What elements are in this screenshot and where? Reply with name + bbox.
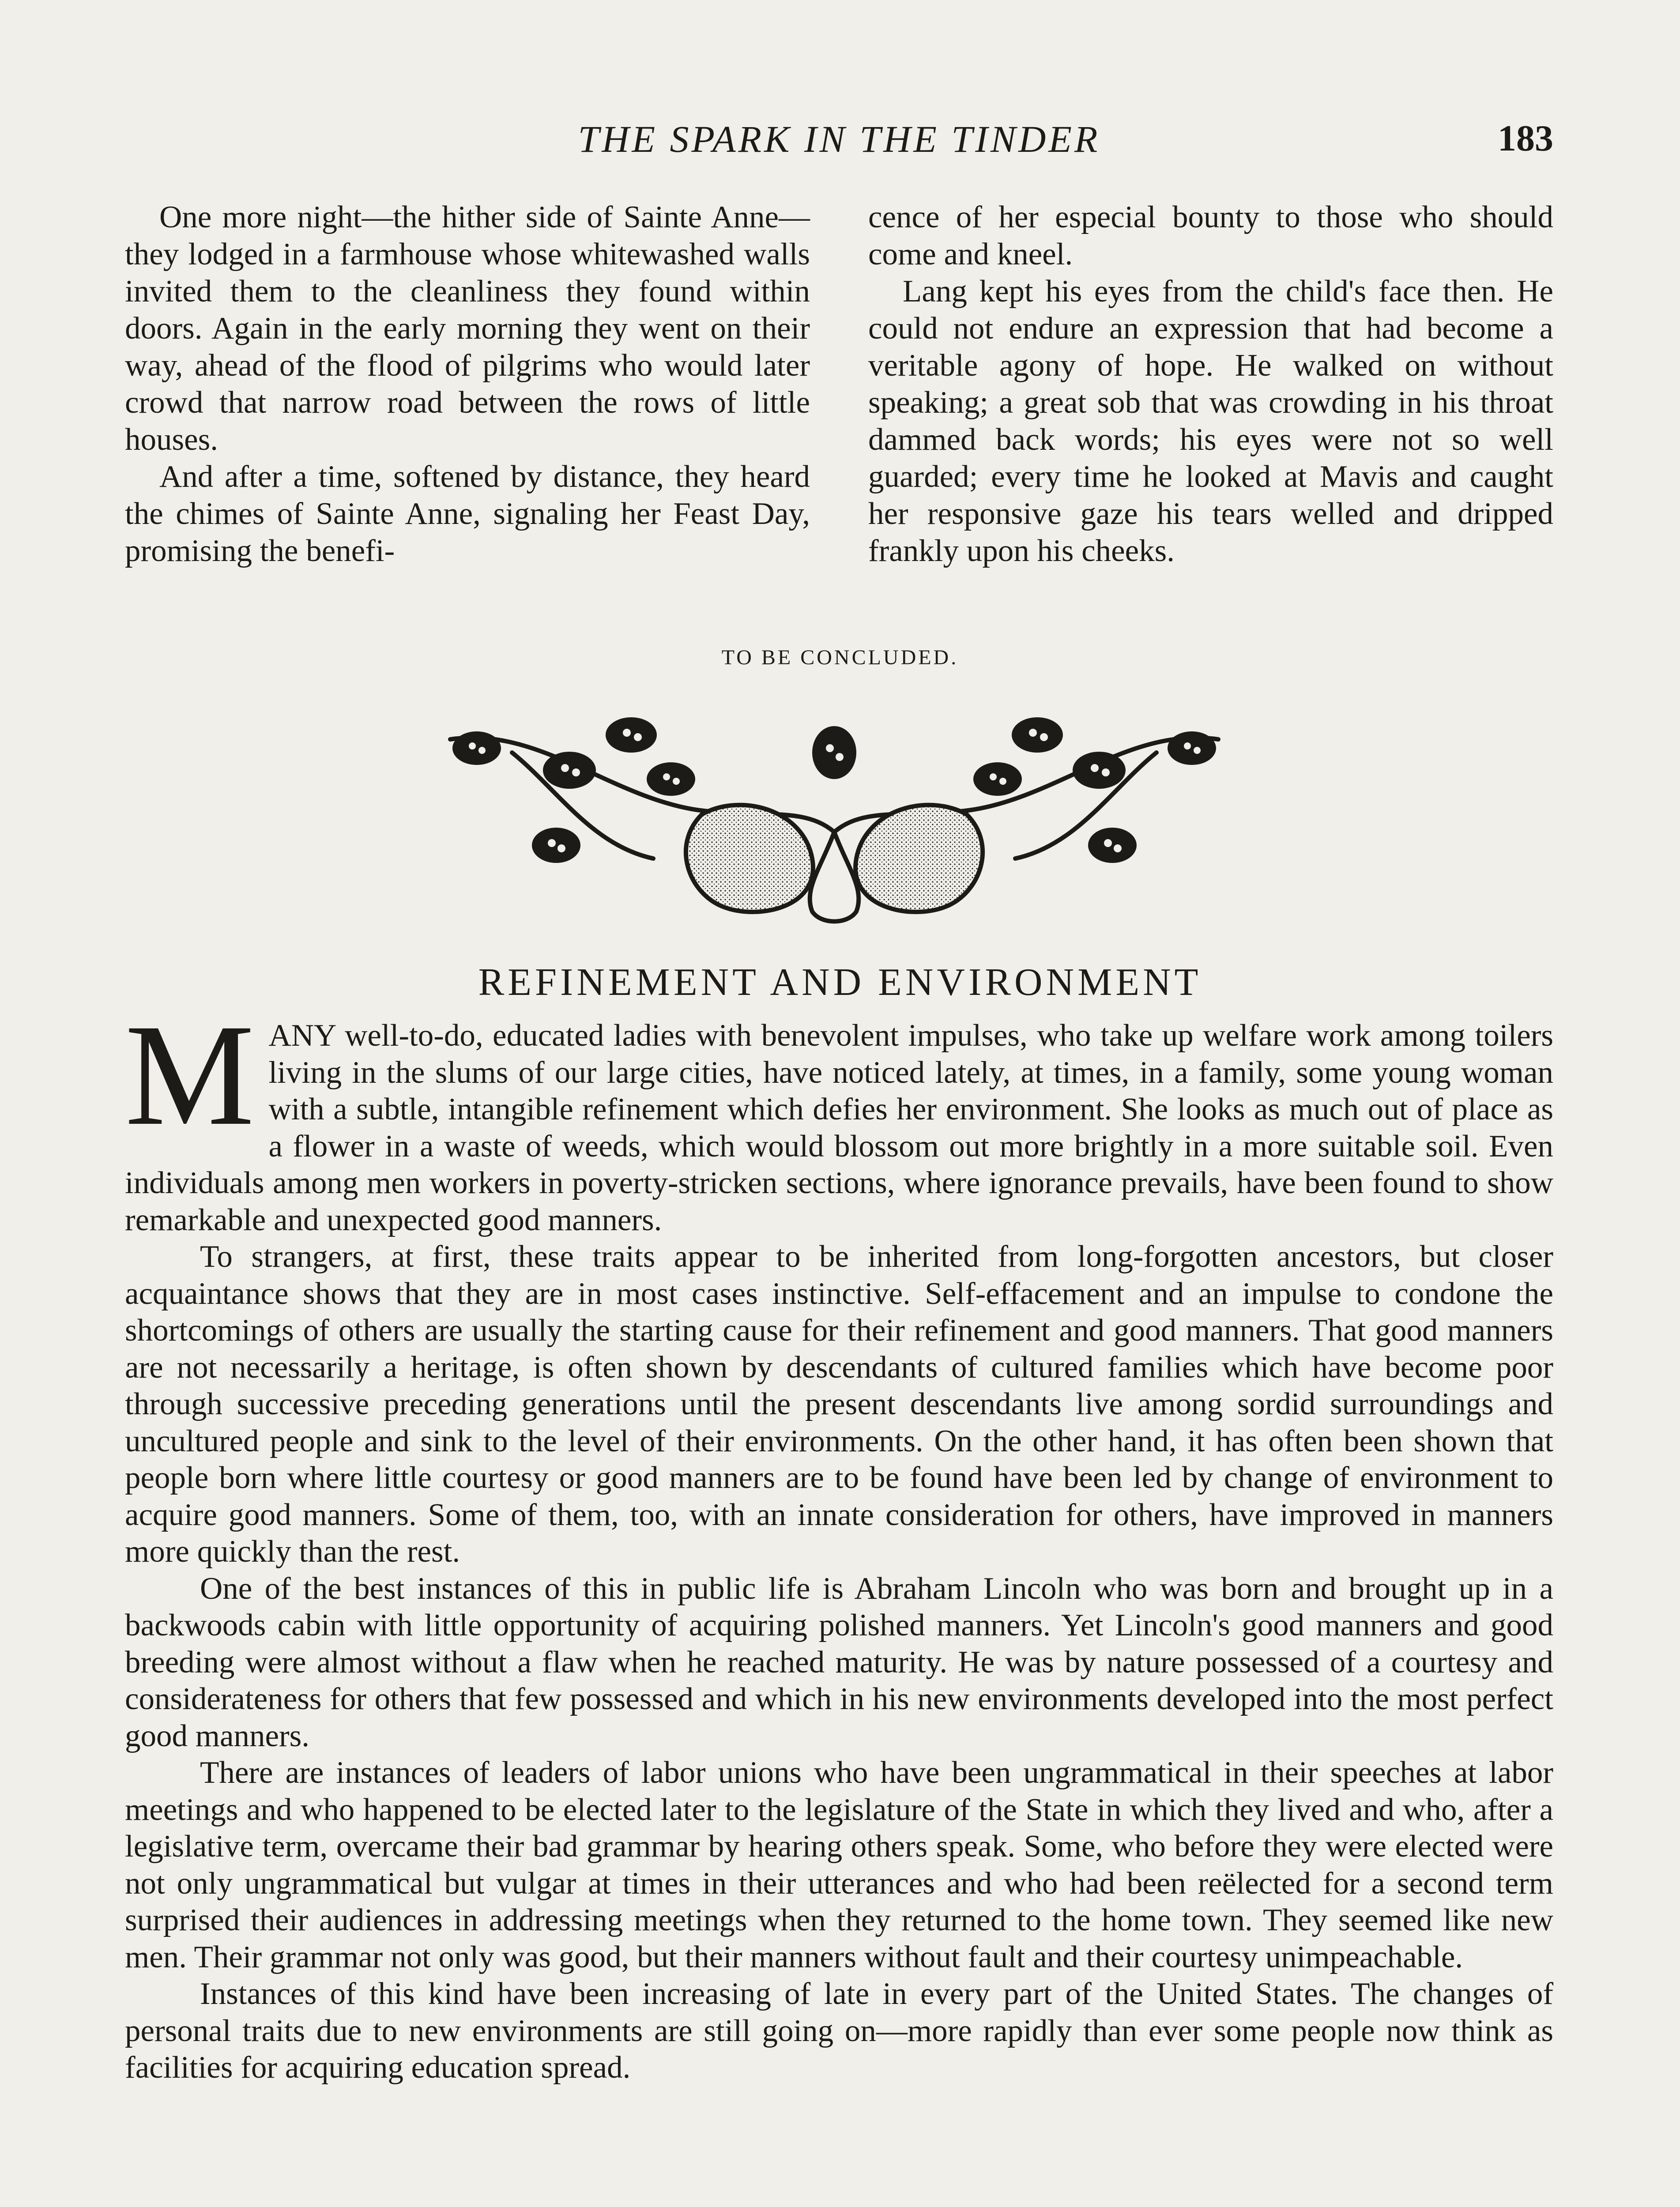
pomegranate-ornament-icon — [424, 700, 1245, 929]
continuation-note: TO BE CONCLUDED. — [721, 646, 959, 669]
page-number: 183 — [1498, 118, 1553, 159]
story-paragraph: cence of her especial bounty to those who should come and kneel. — [868, 200, 1553, 271]
article-title: REFINEMENT AND ENVIRONMENT — [478, 961, 1202, 1004]
page-header — [125, 117, 1553, 170]
article-paragraph: There are instances of leaders of labor unions who have been ungrammatical in their speeches at labor meetings and who happened to be elected later to the legislature of the State in which they lived and who, after a legislative term, overcame their bad grammar by hearing others speak. Some, who before they were elected were not only ungrammatical but vulgar at times in their utterances and who had been reëlected for a second term surprised their audiences in addressing meetings when they returned to the home town. They seemed like new men. Their grammar not only was good, but their manners without fault and their courtesy unimpeachable. — [125, 1755, 1553, 1974]
drop-cap: M — [125, 994, 255, 1156]
running-title: THE SPARK IN THE TINDER — [578, 118, 1100, 160]
article-paragraph: To strangers, at first, these traits appear to be inherited from long-forgotten ancestors, but closer acquaintance shows that they are in most cases instinctive. Self-effacement and an impulse to condone the shortcomings of others are usually the starting cause for their refinement and good manners. That good manners are not necessarily a heritage, is often shown by descendants of cultured families which have become poor through successive preceding generations until the present descendants live among sordid surroundings and uncultured people and sink to the level of their environments. On the other hand, it has often been shown that people born where little courtesy or good manners are to be found have been led by change of environment to acquire good manners. Some of them, too, with an innate consideration for others, have improved in manners more quickly than the rest. — [125, 1239, 1553, 1569]
article-paragraph: Instances of this kind have been increasing of late in every part of the United States. The changes of personal traits due to new environments are still going on—more rapidly than ever some people now think as facilities for acquiring education spread. — [125, 1977, 1553, 2085]
story-columns — [125, 199, 1553, 614]
first-paragraph-text: ANY well-to-do, educated ladies with benevolent impulses, who take up welfare work among toilers living in the slums of our large cities, have noticed lately, at times, in a family, some young woman with a subtle, intangible refinement which defies her environment. She looks as much out of place as a flower in a waste of weeds, which would blossom out more brightly in a more suitable soil. Even individuals among men workers in poverty-stricken sections, where ignorance prevails, have been found to show remarkable and unexpected good manners. — [125, 1018, 1553, 1237]
story-paragraph: Lang kept his eyes from the child's face then. He could not endure an expression that had become a veritable agony of hope. He walked on without speaking; a great sob that was crowding in his throat dammed back words; his eyes were not so well guarded; every time he looked at Mavis and caught her responsive gaze his tears welled and dripped frankly upon his cheeks. — [868, 274, 1553, 568]
story-paragraph: And after a time, softened by distance, they heard the chimes of Sainte Anne, signaling her Feast Day, promising the benefi- — [125, 459, 810, 568]
article-paragraph: One of the best instances of this in public life is Abraham Lincoln who was born and brought up in a backwoods cabin with little opportunity of acquiring polished manners. Yet Lincoln's good manners and good breeding were almost without a flaw when he reached maturity. He was by nature possessed of a courtesy and considerateness for others that few possessed and which in his new environments developed into the most perfect good manners. — [125, 1571, 1553, 1753]
article-body — [125, 994, 1553, 2086]
article-paragraph — [125, 994, 1553, 1239]
left-column — [125, 199, 810, 569]
right-column — [868, 199, 1553, 569]
story-paragraph: One more night—the hither side of Sainte Anne—they lodged in a farmhouse whose whitewashed walls invited them to the cleanliness they found within doors. Again in the early morning they went on their way, ahead of the flood of pilgrims who would later crowd that narrow road between the rows of little houses. — [125, 200, 810, 457]
